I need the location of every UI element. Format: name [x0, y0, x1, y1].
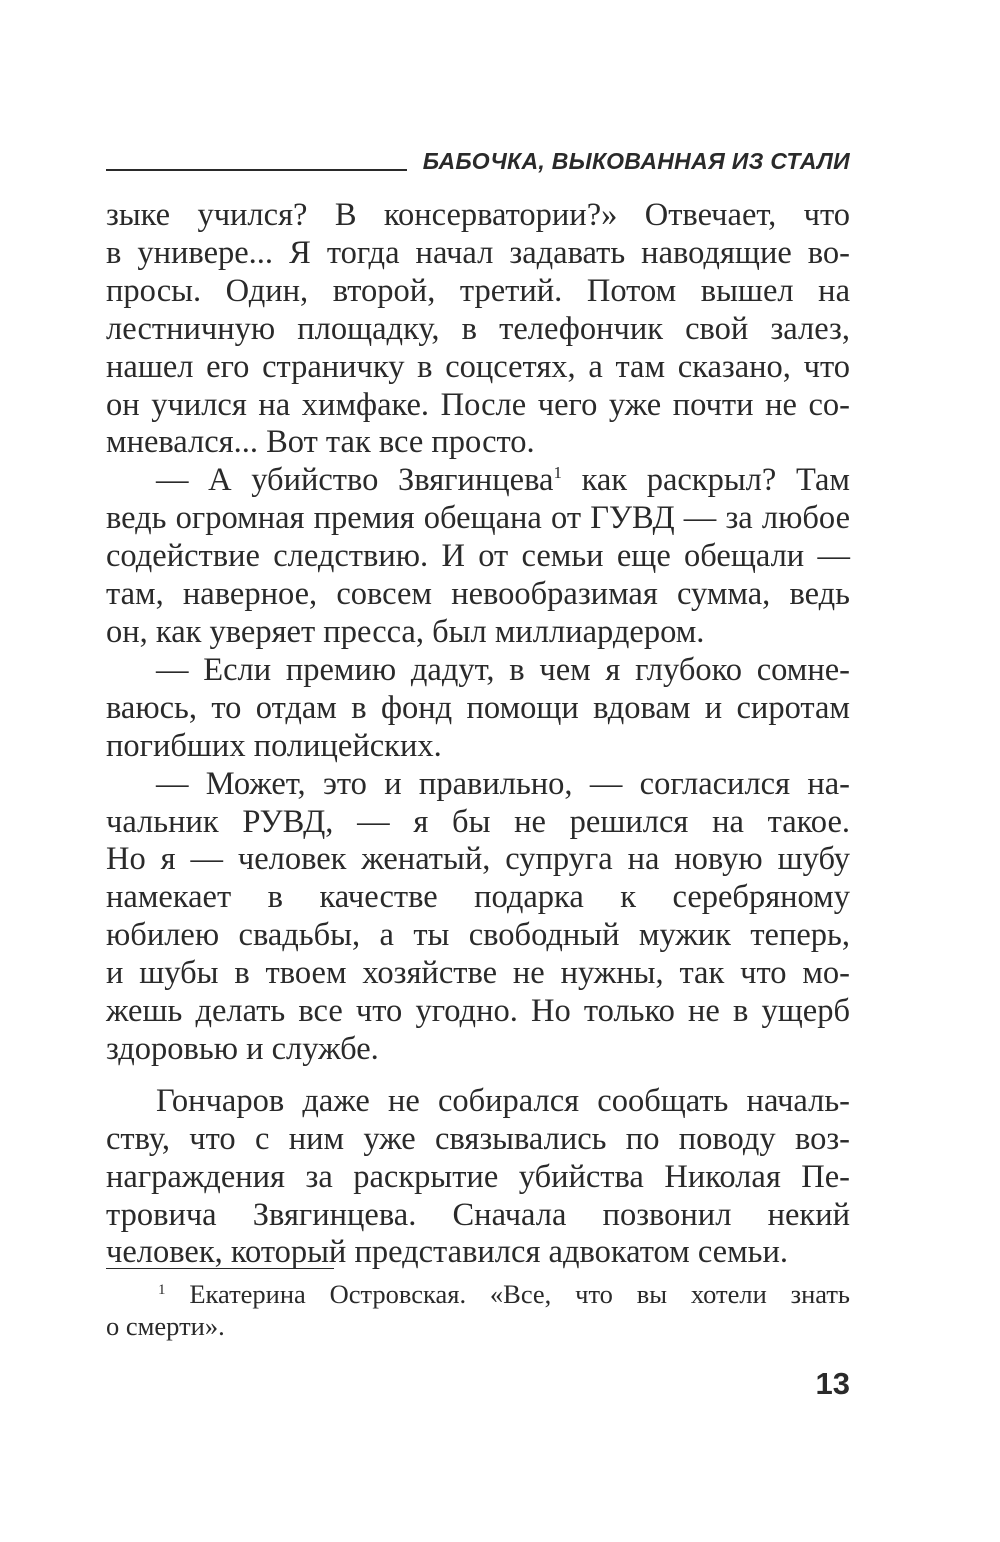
text-line: Но я — человек женатый, супруга на новую шубу	[106, 841, 850, 878]
footnote-text: Екатерина Островская. «Все, что вы хотели знать	[189, 1279, 851, 1309]
text-line: в универе... Я тогда начал задавать наводящие во-	[106, 234, 850, 271]
text-span: — А убийство Звягинцева	[156, 462, 554, 499]
text-line: он учился на химфаке. После чего уже почти не со-	[106, 386, 850, 423]
footnote-line	[106, 1279, 850, 1311]
header-rule	[106, 169, 407, 171]
text-line: здоровью и службе.	[106, 1030, 379, 1067]
footnote-reference: 1	[553, 463, 562, 483]
text-line: просы. Один, второй, третий. Потом вышел на	[106, 272, 850, 309]
text-line: он, как уверяет пресса, был миллиардером.	[106, 613, 705, 650]
text-line: там, наверное, совсем невообразимая сумма, ведь	[106, 576, 850, 613]
paragraph	[106, 1083, 850, 1273]
footnote-rule	[106, 1268, 334, 1269]
text-line: жешь делать все что угодно. Но только не в ущерб	[106, 993, 850, 1030]
text-line: лестничную площадку, в телефончик свой залез,	[106, 310, 850, 347]
text-line: человек, который представился адвокатом семьи.	[106, 1234, 788, 1271]
text-line: нашел его страничку в соцсетях, а там сказано, что	[106, 348, 850, 385]
running-title: БАБОЧКА, ВЫКОВАННАЯ ИЗ СТАЛИ	[422, 148, 850, 174]
footnote-marker: 1	[158, 1282, 166, 1298]
footnote	[106, 1279, 850, 1342]
text-line: ваюсь, то отдам в фонд помощи вдовам и сиротам	[106, 689, 850, 726]
text-line	[106, 462, 850, 500]
body-text	[106, 197, 850, 1272]
text-line: чальник РУВД, — я бы не решился на такое.	[106, 803, 850, 840]
paragraph	[106, 652, 850, 766]
text-line: тровича Звягинцева. Сначала позвонил некий	[106, 1196, 850, 1233]
text-line: мневался... Вот так все просто.	[106, 424, 535, 461]
page-number: 13	[815, 1366, 850, 1401]
running-header	[106, 145, 850, 175]
text-line: ведь огромная премия обещана от ГУВД — за любое	[106, 500, 850, 537]
text-line: — Если премию дадут, в чем я глубоко сомне-	[156, 651, 850, 688]
text-line: награждения за раскрытие убийства Николая Пе-	[106, 1158, 850, 1195]
text-line: намекает в качестве подарка к серебряному	[106, 879, 850, 916]
text-span: как раскрыл? Там	[561, 462, 850, 499]
text-line: Гончаров даже не собирался сообщать началь-	[156, 1082, 850, 1119]
text-line: ству, что с ним уже связывались по поводу воз-	[106, 1120, 850, 1157]
text-line: зыке учился? В консерватории?» Отвечает, что	[106, 197, 850, 233]
text-line: погибших полицейских.	[106, 727, 442, 764]
text-line: содействие следствию. И от семьи еще обещали —	[106, 538, 850, 575]
footnote-line: о смерти».	[106, 1310, 225, 1341]
text-line: — Может, это и правильно, — согласился на-	[156, 765, 850, 802]
text-line: юбилею свадьбы, а ты свободный мужик теперь,	[106, 917, 850, 954]
paragraph	[106, 197, 850, 462]
text-line: и шубы в твоем хозяйстве не нужны, так что мо-	[106, 955, 850, 992]
paragraph	[106, 766, 850, 1069]
paragraph	[106, 462, 850, 652]
